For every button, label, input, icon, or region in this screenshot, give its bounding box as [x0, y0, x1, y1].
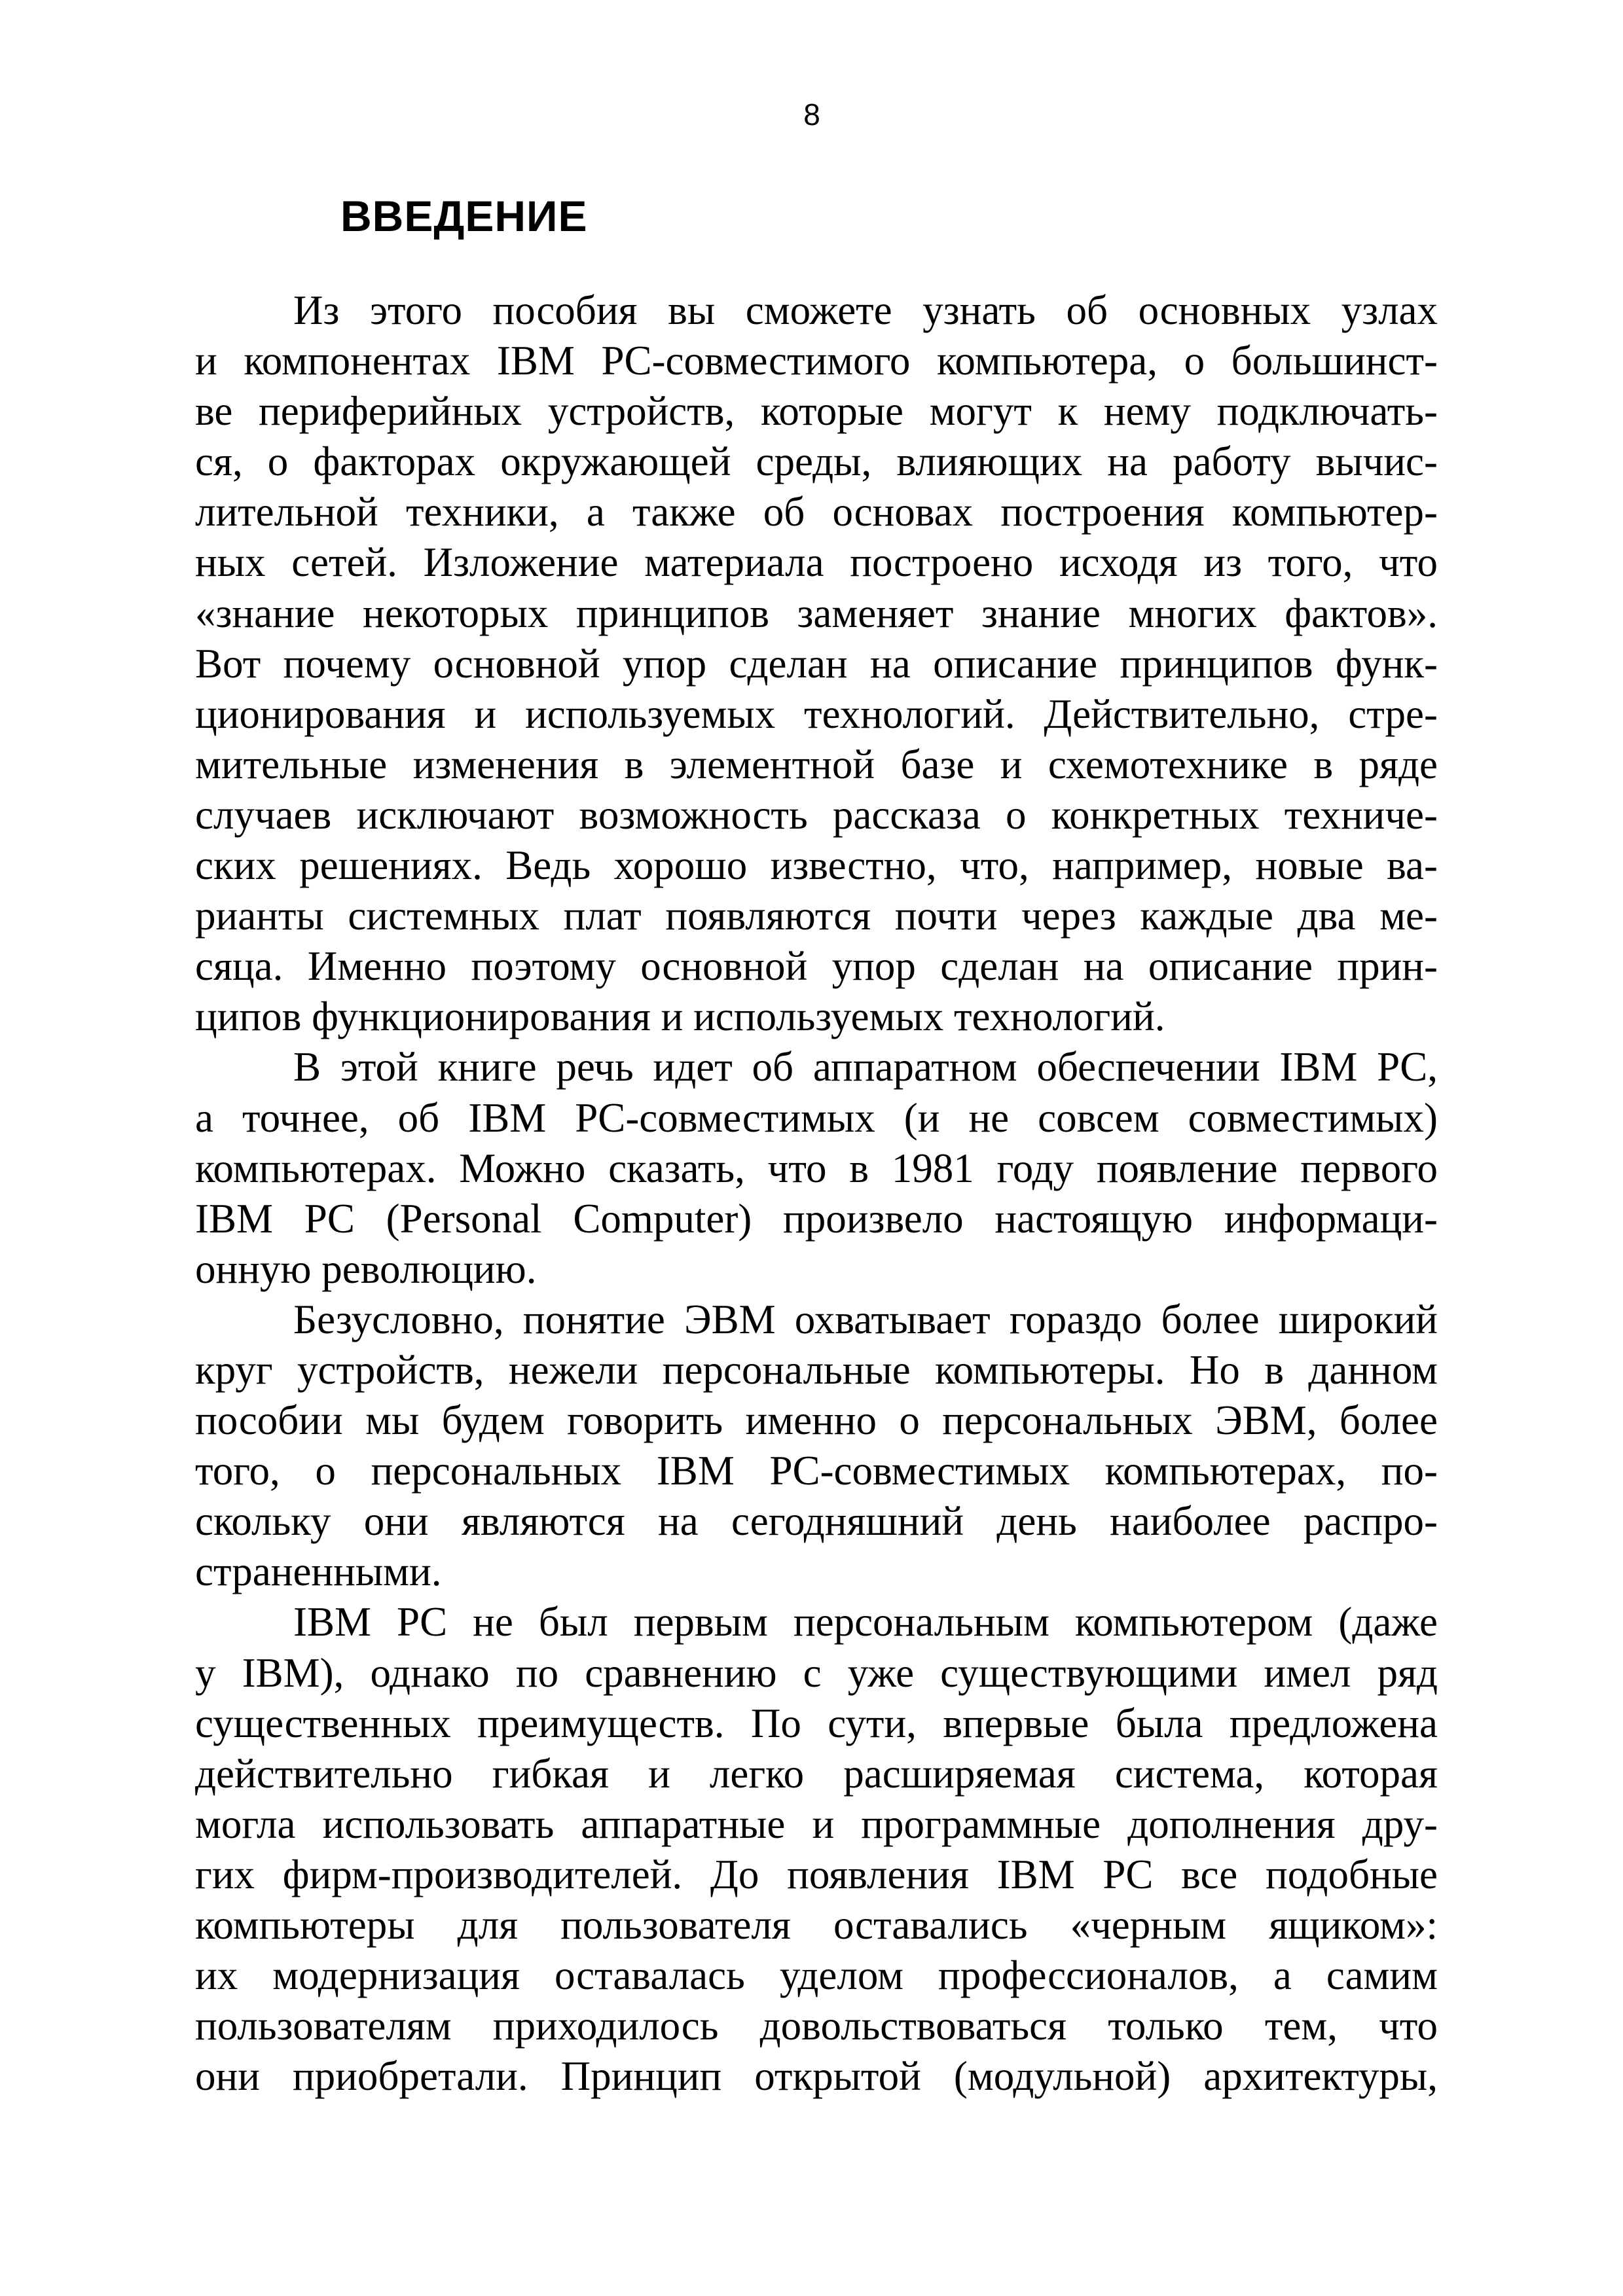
text-line: того, о персональных IBM PC-совместимых компьютерах, по-: [195, 1448, 1438, 1494]
chapter-heading: ВВЕДЕНИЕ: [340, 192, 588, 240]
text-line: пользователям приходилось довольствоваться только тем, что: [195, 2003, 1438, 2049]
text-line: IBM PC не был первым персональным компьютером (даже: [293, 1599, 1438, 1645]
text-line: ве периферийных устройств, которые могут к нему подключать-: [195, 388, 1438, 435]
text-line: рианты системных плат появляются почти через каждые два ме-: [195, 893, 1438, 939]
text-line: круг устройств, нежели персональные компьютеры. Но в данном: [195, 1346, 1438, 1393]
text-line: «знание некоторых принципов заменяет знание многих фактов».: [195, 590, 1438, 636]
text-line: компьютерах. Можно сказать, что в 1981 году появление первого: [195, 1145, 1438, 1191]
text-line: скольку они являются на сегодняшний день наиболее распро-: [195, 1498, 1438, 1545]
body-text: [195, 285, 1438, 2102]
text-line: лительной техники, а также об основах построения компьютер-: [195, 489, 1438, 535]
text-line: Вот почему основной упор сделан на описание принципов функ-: [195, 640, 1438, 687]
page-number: 8: [803, 98, 820, 132]
text-line: действительно гибкая и легко расширяемая система, которая: [195, 1750, 1438, 1797]
text-line: ципов функционирования и используемых технологий.: [195, 994, 1165, 1040]
text-line: мительные изменения в элементной базе и схемотехнике в ряде: [195, 741, 1438, 787]
text-line: существенных преимуществ. По сути, впервые была предложена: [195, 1700, 1438, 1746]
text-line: компьютеры для пользователя оставались «черным ящиком»:: [195, 1902, 1438, 1948]
text-line: Из этого пособия вы сможете узнать об основных узлах: [293, 287, 1438, 333]
text-line: онную революцию.: [195, 1246, 537, 1292]
text-line: пособии мы будем говорить именно о персональных ЭВМ, более: [195, 1397, 1438, 1444]
text-line: гих фирм-производителей. До появления IBM PC все подобные: [195, 1851, 1438, 1897]
text-line: их модернизация оставалась уделом профессионалов, а самим: [195, 1952, 1438, 1999]
text-line: Безусловно, понятие ЭВМ охватывает гораздо более широкий: [293, 1296, 1438, 1342]
text-line: сяца. Именно поэтому основной упор сделан на описание прин-: [195, 943, 1438, 990]
text-line: страненными.: [195, 1549, 442, 1595]
text-line: они приобретали. Принцип открытой (модульной) архитектуры,: [195, 2053, 1438, 2100]
text-line: у IBM), однако по сравнению с уже существующими имел ряд: [195, 1649, 1438, 1696]
text-line: ся, о факторах окружающей среды, влияющих на работу вычис-: [195, 439, 1438, 485]
text-line: и компонентах IBM PC-совместимого компьютера, о большинст-: [195, 338, 1438, 384]
text-line: В этой книге речь идет об аппаратном обеспечении IBM PC,: [293, 1044, 1438, 1090]
text-line: ских решениях. Ведь хорошо известно, что, например, новые ва-: [195, 842, 1438, 889]
text-line: ных сетей. Изложение материала построено исходя из того, что: [195, 539, 1438, 586]
text-line: ционирования и используемых технологий. Действительно, стре-: [195, 691, 1438, 737]
text-line: могла использовать аппаратные и программные дополнения дру-: [195, 1801, 1438, 1847]
text-line: а точнее, об IBM PC-совместимых (и не совсем совместимых): [195, 1094, 1438, 1141]
text-line: IBM PC (Personal Computer) произвело настоящую информаци-: [195, 1195, 1438, 1242]
text-line: случаев исключают возможность рассказа о конкретных техниче-: [195, 791, 1438, 838]
